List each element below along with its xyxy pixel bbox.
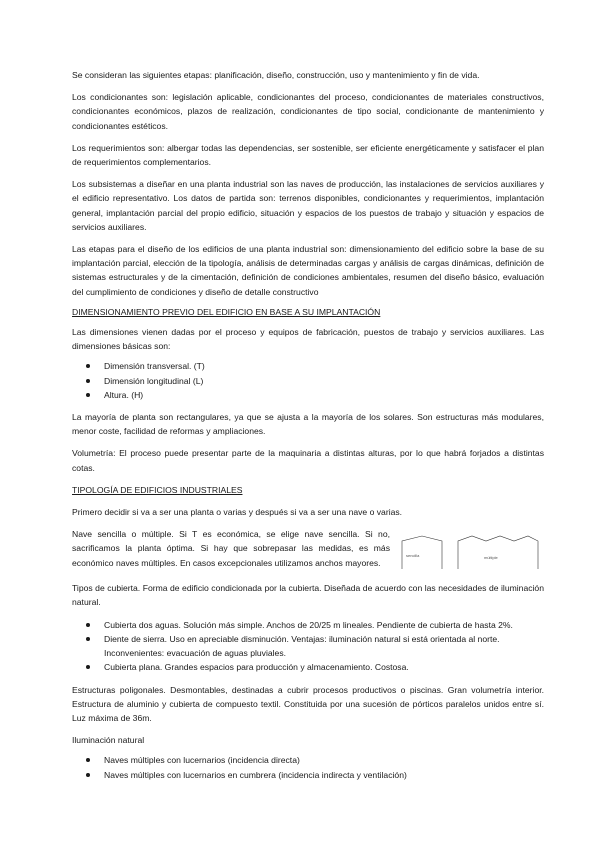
dimension-list — [72, 359, 544, 402]
cubierta-list — [72, 618, 544, 675]
paragraph-nave: Nave sencilla o múltiple. Si T es económica, se elige nave sencilla. Si no, sacrificamos la planta óptima. Si hay que sobrepasar las medidas, es más económico naves múltiples. En casos excepcionales utilizamos anchos mayores. — [72, 529, 390, 568]
paragraph-primero: Primero decidir si va a ser una planta o varias y después si va a ser una nave o varias. — [72, 507, 403, 518]
paragraph-volumetria: Volumetría: El proceso puede presentar parte de la maquinaria a distintas alturas, por lo que habrá forjados a distintas cotas. — [72, 448, 544, 473]
bullet-icon — [86, 393, 90, 397]
paragraph-etapas-diseno: Las etapas para el diseño de los edificios de una planta industrial son: dimensionamiento del edificio sobre la base de su implantación parcial, elección de la tipología, análisis de determinadas cargas y análisis de cargas dinámicas, definición de sistemas estructurales y de la cimentación, definición de condiciones ambientales, resumen del diseño básico, evaluación del cumplimiento de condiciones y diseño de detalle constructivo — [72, 244, 544, 297]
paragraph-estructuras: Estructuras poligonales. Desmontables, destinadas a cubrir procesos productivos o piscinas. Gran volumetría interior. Estructura de aluminio y cubierta de compuesto textil. Constituida por una sucesión de pórticos paralelos unidos entre sí. Luz máxima de 36m. — [72, 684, 544, 723]
paragraph-condicionantes: Los condicionantes son: legislación aplicable, condicionantes del proceso, condicionantes de materiales constructivos, condicionantes económicos, plazos de realización, condicionantes de tipo social, condicionante de mantenimiento y condicionantes estéticos. — [72, 92, 544, 131]
list-item: Diente de sierra. Uso en apreciable disminución. Ventajas: iluminación natural si está orientada al norte. Inconvenientes: evacuación de aguas pluviales. — [72, 632, 544, 660]
bullet-icon — [86, 379, 90, 383]
list-item: Dimensión longitudinal (L) — [72, 374, 544, 388]
bullet-icon — [86, 623, 90, 627]
iluminacion-title: Iluminación natural — [72, 735, 145, 746]
list-item: Altura. (H) — [72, 388, 544, 402]
paragraph-etapas: Se consideran las siguientes etapas: planificación, diseño, construcción, uso y mantenimiento y fin de vida. — [72, 70, 480, 80]
list-item: Cubierta dos aguas. Solución más simple. Anchos de 20/25 m lineales. Pendiente de cubierta de hasta 2%. — [72, 618, 544, 632]
document-page — [72, 68, 544, 782]
nave-multiple-outline — [458, 536, 538, 569]
sketch-label-multiple: múltiple — [484, 555, 498, 561]
iluminacion-list — [72, 753, 544, 781]
paragraph-planta: La mayoría de planta son rectangulares, ya que se ajusta a la mayoría de los solares. Son estructuras más modulares, menor coste, facilidad de reformas y ampliaciones. — [72, 412, 544, 437]
paragraph-requerimientos: Los requerimientos son: albergar todas las dependencias, ser sostenible, ser eficiente energéticamente y satisfacer el plan de requerimientos complementarios. — [72, 142, 544, 168]
list-item: Naves múltiples con lucernarios (incidencia directa) — [72, 753, 544, 767]
sketch-label-sencilla: sencilla — [406, 553, 420, 559]
list-item: Cubierta plana. Grandes espacios para producción y almacenamiento. Costosa. — [72, 660, 544, 674]
list-item: Dimensión transversal. (T) — [72, 359, 544, 373]
section-heading-dimensionamiento: DIMENSIONAMIENTO PREVIO DEL EDIFICIO EN BASE A SU IMPLANTACIÓN — [72, 306, 381, 317]
bullet-icon — [86, 758, 90, 762]
bullet-icon — [86, 773, 90, 777]
bullet-icon — [86, 665, 90, 669]
bullet-icon — [86, 364, 90, 368]
section-heading-tipologia: TIPOLOGÍA DE EDIFICIOS INDUSTRIALES — [72, 484, 243, 495]
paragraph-dimensiones: Las dimensiones vienen dadas por el proceso y equipos de fabricación, puestos de trabajo y servicios auxiliares. Las dimensiones básicas son: — [72, 327, 544, 352]
bullet-icon — [86, 637, 90, 641]
nave-block — [72, 527, 544, 573]
list-item: Naves múltiples con lucernarios en cumbrera (incidencia indirecta y ventilación) — [72, 768, 544, 782]
paragraph-cubierta: Tipos de cubierta. Forma de edificio condicionada por la cubierta. Diseñada de acuerdo con las necesidades de iluminación natural. — [72, 583, 544, 608]
paragraph-subsistemas: Los subsistemas a diseñar en una planta industrial son las naves de producción, las instalaciones de servicios auxiliares y el edificio representativo. Los datos de partida son: terrenos disponibles, condicionantes y requerimientos, implantación general, implantación parcial del propio edificio, situación y espacios de los puestos de trabajo y situación y espacios de servicios auxiliares. — [72, 179, 544, 232]
nave-sketch-diagram — [400, 533, 540, 573]
